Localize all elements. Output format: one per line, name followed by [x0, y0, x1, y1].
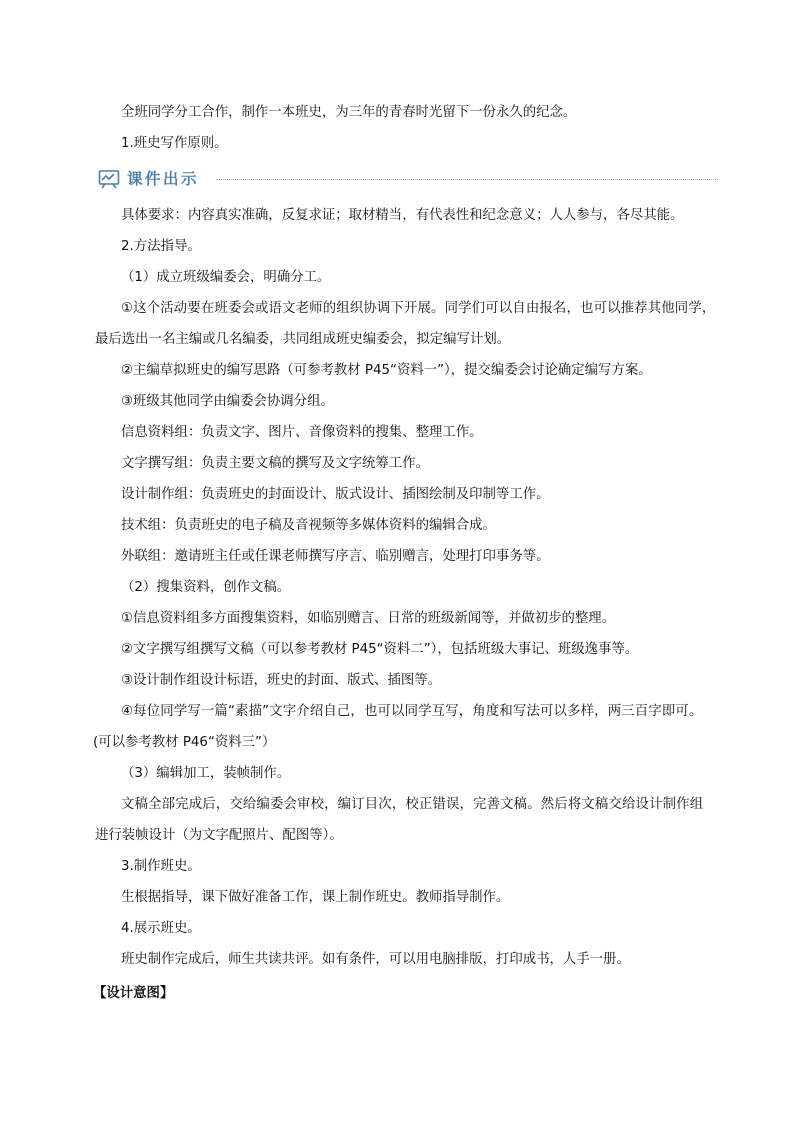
make-heading: 3.制作班史。: [121, 859, 201, 874]
group-design: 设计制作组：负责班史的封面设计、版式设计、插图绘制及印制等工作。: [121, 487, 550, 502]
step-2-item-4-cont: (可以参考教材 P46“资料三”）: [93, 735, 276, 750]
step-2-heading: （2）搜集资料，创作文稿。: [121, 580, 291, 595]
intro-paragraph: 全班同学分工合作，制作一本班史，为三年的青春时光留下一份永久的纪念。: [121, 105, 577, 120]
step-2-item-2: ②文字撰写组撰写文稿（可以参考教材 P45“资料二”），包括班级大事记、班级逸事等。: [121, 642, 639, 657]
step-1-item-1-cont: 最后选出一名主编或几名编委，共同组成班史编委会，拟定编写计划。: [95, 332, 511, 347]
show-paragraph: 班史制作完成后，师生共读共评。如有条件，可以用电脑排版，打印成书，人手一册。: [121, 952, 630, 967]
presentation-board-icon: [98, 169, 120, 189]
step-3-paragraph: 文稿全部完成后，交给编委会审校，编订目次，校正错误，完善文稿。然后将文稿交给设计制作组: [121, 797, 704, 812]
step-3-paragraph-cont: 进行装帧设计（为文字配照片、配图等）。: [95, 828, 343, 843]
step-2-item-4: ④每位同学写一篇“素描”文字介绍自己，也可以同学互写，角度和写法可以多样，两三百字即可。: [121, 704, 703, 719]
design-intent-heading: 【设计意图】: [93, 986, 174, 1001]
requirements-paragraph: 具体要求：内容真实准确，反复求证；取材精当，有代表性和纪念意义；人人参与，各尽其能。: [121, 208, 684, 223]
group-tech: 技术组：负责班史的电子稿及音视频等多媒体资料的编辑合成。: [121, 518, 496, 533]
step-1-item-2: ②主编草拟班史的编写思路（可参考教材 P45“资料一”），提交编委会讨论确定编写方案。: [121, 363, 652, 378]
make-paragraph: 生根据指导，课下做好准备工作，课上制作班史。教师指导制作。: [121, 890, 510, 905]
group-info: 信息资料组：负责文字、图片、音像资料的搜集、整理工作。: [121, 425, 483, 440]
section-header: [98, 168, 718, 192]
group-writing: 文字撰写组：负责主要文稿的撰写及文字统筹工作。: [121, 456, 429, 471]
step-1-item-3: ③班级其他同学由编委会协调分组。: [121, 394, 334, 409]
principle-heading: 1.班史写作原则。: [121, 136, 228, 151]
group-liaison: 外联组：邀请班主任或任课老师撰写序言、临别赠言，处理打印事务等。: [121, 549, 550, 564]
show-heading: 4.展示班史。: [121, 921, 201, 936]
step-2-item-3: ③设计制作组设计标语，班史的封面、版式、插图等。: [121, 673, 441, 688]
step-3-heading: （3）编辑加工，装帧制作。: [121, 766, 291, 781]
section-divider: [216, 179, 718, 180]
section-title: 课件出示: [127, 170, 200, 188]
step-2-item-1: ①信息资料组多方面搜集资料，如临别赠言、日常的班级新闻等，并做初步的整理。: [121, 611, 616, 626]
step-1-item-1: ①这个活动要在班委会或语文老师的组织协调下开展。同学们可以自由报名，也可以推荐其他同学，: [121, 301, 716, 316]
step-1-heading: （1）成立班级编委会，明确分工。: [121, 270, 331, 285]
method-heading: 2.方法指导。: [121, 239, 201, 254]
